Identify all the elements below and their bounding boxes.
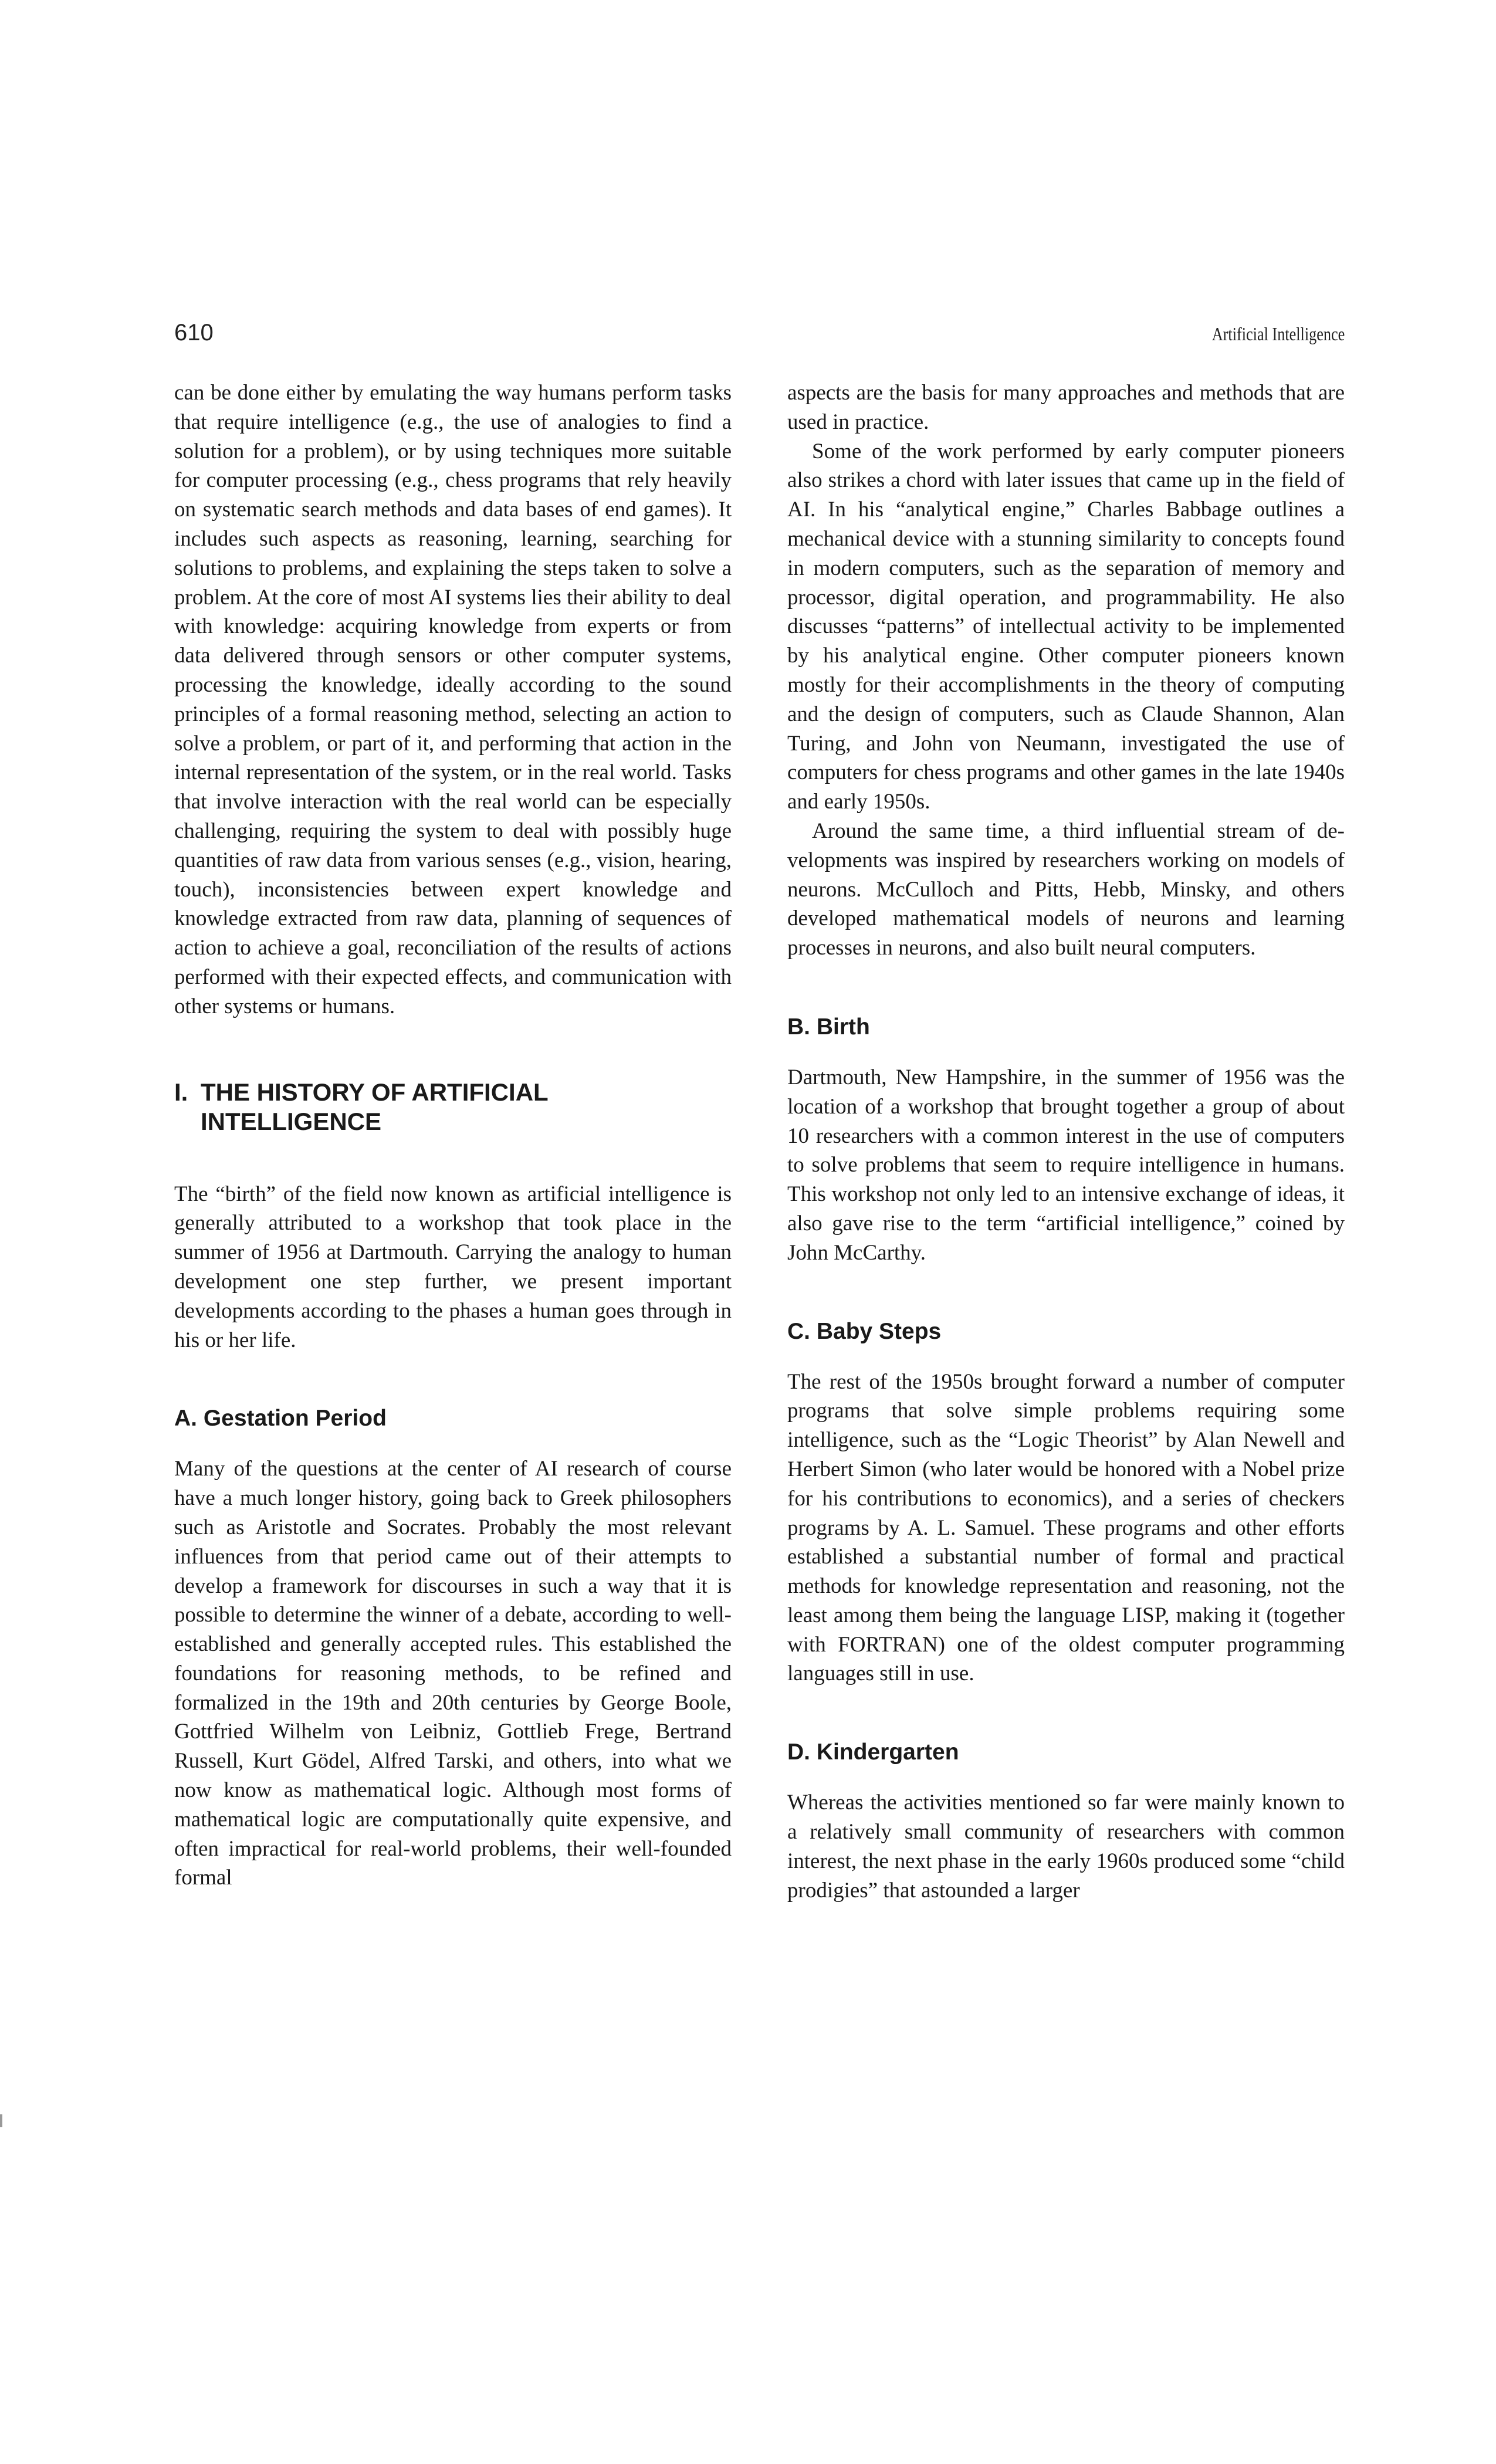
subsection-heading-baby-steps: C. Baby Steps (787, 1318, 942, 1344)
subsection-heading-kindergarten: D. Kindergarten (787, 1739, 959, 1765)
page-header (174, 320, 1345, 355)
gestation-paragraph: Many of the questions at the center of AI research of course have a much longer history, going back to Greek philosophers such as Aristotle and Socrates. Probably the most relevant influences from that period came out of their attempts to develop a framework for discourses in such a way that it is possible to determine the winner of a debate, according to well-established and generally accepted rules. This established the foundations for reasoning methods, to be refined and formalized in the 19th and 20th centuries by George Boole, Gottfried Wilhelm von Leibniz, Gottlieb Frege, Bertrand Russell, Kurt Gödel, Alfred Tarski, and others, into what we now know as mathematical logic. Although most forms of mathematical logic are computationally quite expensive, and often impractical for real-world problems, their well-founded formal (174, 1457, 732, 1890)
section-title: THE HISTORY OF ARTIFICIAL INTELLIGENCE (201, 1078, 549, 1135)
birth-paragraph: Dartmouth, New Hampshire, in the summer of 1956 was the location of a workshop that brought together a group of about 10 researchers with a common interest in the use of computers to solve problems that seem to require intelligence in humans. This workshop not only led to an intensive exchange of ideas, it also gave rise to the term “artificial intelligence,” coined by John McCarthy. (787, 1065, 1345, 1265)
section-number: I. (174, 1078, 188, 1106)
page-number: 610 (174, 320, 214, 346)
subsection-heading-birth: B. Birth (787, 1014, 870, 1040)
running-head: Artificial Intelligence (1211, 323, 1345, 344)
baby-steps-paragraph: The rest of the 1950s brought forward a number of computer programs that solve simple problems requiring some intelligence, such as the “Logic Theorist” by Alan Newell and Herbert Simon (who later would be honored with a Nobel prize for his contributions to economics), and a series of checkers programs by A. L. Samuel. These programs and other efforts established a substantial number of formal and practical methods for knowledge representation and reasoning, not the least among them being the language LISP, making it (together with FORTRAN) one of the oldest computer programming languages still in use. (787, 1369, 1345, 1686)
section-heading-history (174, 1078, 732, 1136)
section-paragraph: The “birth” of the field now known as artificial intelligence is generally attributed to a workshop that took place in the summer of 1956 at Dartmouth. Carrying the analogy to human development one step further, we present important developments according to the phases a human goes through in his or her life. (174, 1182, 732, 1352)
continuation-paragraph: aspects are the basis for many approaches and methods that are used in practice. (787, 381, 1345, 434)
intro-paragraph: can be done either by emulating the way humans perform tasks that require intelligence (e.g., the use of analogies to find a solution for a problem), or by using techniques more suitable for computer processing (e.g., chess programs that rely heavily on systematic search methods and data bases of end games). It includes such aspects as reasoning, learning, searching for solutions to problems, and explaining the steps taken to solve a problem. At the core of most AI systems lies their ability to deal with knowledge: acquiring knowledge from experts or from data delivered through sensors or other computer systems, processing the knowledge, ideally according to the sound principles of a formal reasoning method, selecting an action to solve a problem, or part of it, and performing that action in the internal representation of the system, or in the real world. Tasks that involve interaction with the real world can be especially challenging, requiring the system to deal with possibly huge quantities of raw data from various senses (e.g., vision, hearing, touch), inconsistencies between expert knowledge and knowledge extracted from raw data, planning of sequences of action to achieve a goal, reconciliation of the results of actions performed with their expected effects, and communication with other systems or humans. (174, 381, 732, 1018)
subsection-heading-gestation: A. Gestation Period (174, 1406, 387, 1431)
babbage-paragraph: Some of the work performed by early computer pioneers also strikes a chord with later issues that came up in the field of AI. In his “analytical engine,” Charles Babbage outlines a mechanical device with a stunning similarity to concepts found in modern computers, such as the separation of memory and processor, digital operation, and programmability. He also discusses “patterns” of intellectual activity to be implemented by his analytical engine. Other computer pioneers known mostly for their accomplishments in the theory of computing and the design of computers, such as Claude Shannon, Alan Turing, and John von Neumann, investigated the use of computers for chess programs and other games in the late 1940s and early 1950s. (787, 439, 1345, 814)
left-column (174, 378, 732, 1893)
neurons-paragraph: Around the same time, a third influential stream of developments was inspired by researchers working on models of neurons. McCulloch and Pitts, Hebb, Minsky, and others developed mathematical models of neurons and learning processes in neurons, and also built neural computers. (787, 818, 1345, 960)
scan-edge-mark (0, 2114, 2, 2127)
kindergarten-paragraph: Whereas the activities mentioned so far were mainly known to a relatively small community of researchers with common interest, the next phase in the early 1960s produced some “child prodigies” that astounded a larger (787, 1791, 1345, 1903)
right-column (787, 378, 1345, 1905)
